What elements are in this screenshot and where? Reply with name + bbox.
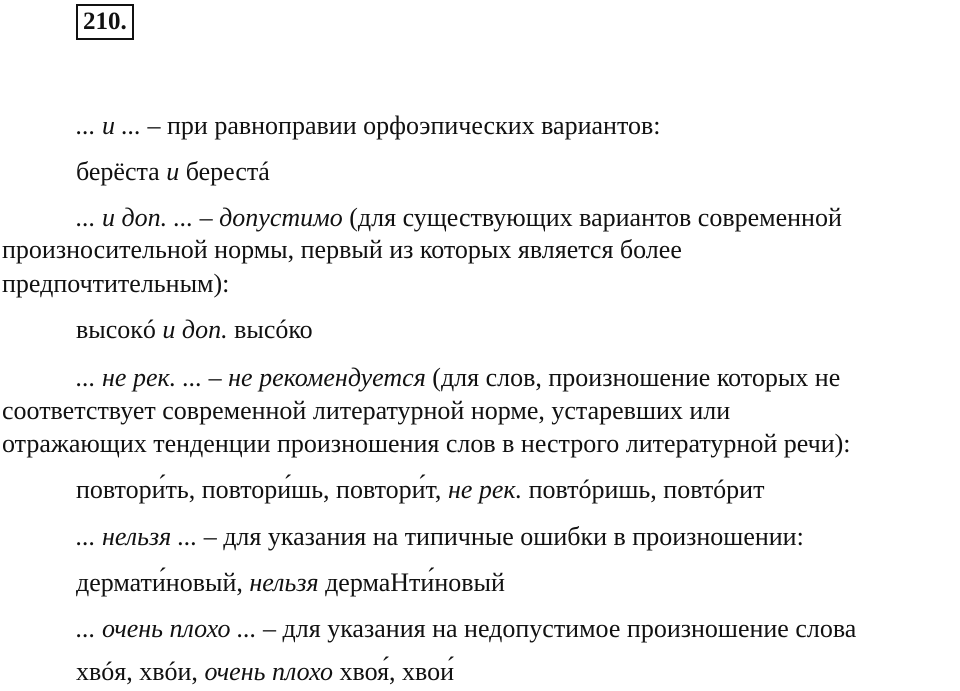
- entry-4-example-mark: нельзя: [249, 568, 319, 597]
- entry-5-term: ... очень плохо ...: [76, 614, 257, 643]
- entry-4-example-a: дермати́новый,: [76, 568, 250, 597]
- entry-5-text: – для указания на недопустимое произношение слова: [256, 614, 857, 643]
- entry-2-example: [76, 314, 313, 346]
- entry-1-example-c: берестá: [179, 157, 270, 186]
- entry-2-text-1: (для существующих вариантов современной: [342, 203, 842, 232]
- entry-2-definition: [76, 202, 842, 234]
- entry-5-example-a: хвóя, хвóи,: [76, 657, 205, 686]
- entry-2-term: ... и доп. ... – допустимо: [76, 203, 343, 232]
- exercise-number: 210.: [76, 4, 134, 40]
- entry-2-example-mark: и доп.: [162, 315, 228, 344]
- entry-2-text-2: произносительной нормы, первый из которых является более: [2, 235, 682, 264]
- entry-5-example-mark: очень плохо: [204, 657, 333, 686]
- entry-1-term: ... и ...: [76, 111, 141, 140]
- entry-3-example-mark: не рек.: [447, 475, 523, 504]
- entry-4-example: [76, 567, 505, 599]
- entry-2-example-c: высóко: [227, 315, 313, 344]
- entry-1-example-mark: и: [166, 157, 180, 186]
- entry-3-text-3: отражающих тенденции произношения слов в нестрого литературной речи):: [2, 429, 851, 458]
- entry-4-example-c: дермаНти́новый: [318, 568, 505, 597]
- entry-4-definition: [76, 521, 804, 553]
- entry-5-example: [76, 656, 454, 688]
- entry-1-example-a: берёста: [76, 157, 167, 186]
- entry-3-text-1: (для слов, произношение которых не: [425, 363, 841, 392]
- entry-1-definition: [76, 110, 660, 142]
- entry-4-text: – для указания на типичные ошибки в произношении:: [197, 522, 804, 551]
- entry-3-term: ... не рек. ... – не рекомендуется: [76, 363, 426, 392]
- entry-2-text-3: предпочтительным):: [2, 269, 230, 298]
- entry-4-term: ... нельзя ...: [76, 522, 198, 551]
- entry-3-definition: [76, 362, 840, 394]
- entry-3-example: [76, 474, 764, 506]
- entry-1-text: – при равноправии орфоэпических вариантов:: [141, 111, 661, 140]
- entry-3-text-2: соответствует современной литературной норме, устаревших или: [2, 396, 731, 425]
- entry-1-example: [76, 156, 270, 188]
- entry-3-example-a: повтори́ть, повтори́шь, повтори́т,: [76, 475, 448, 504]
- entry-5-example-c: хвоя́, хвои́: [332, 657, 455, 686]
- entry-5-definition: [76, 613, 856, 645]
- entry-2-example-a: высокó: [76, 315, 163, 344]
- entry-3-example-c: повтóришь, повтóрит: [522, 475, 765, 504]
